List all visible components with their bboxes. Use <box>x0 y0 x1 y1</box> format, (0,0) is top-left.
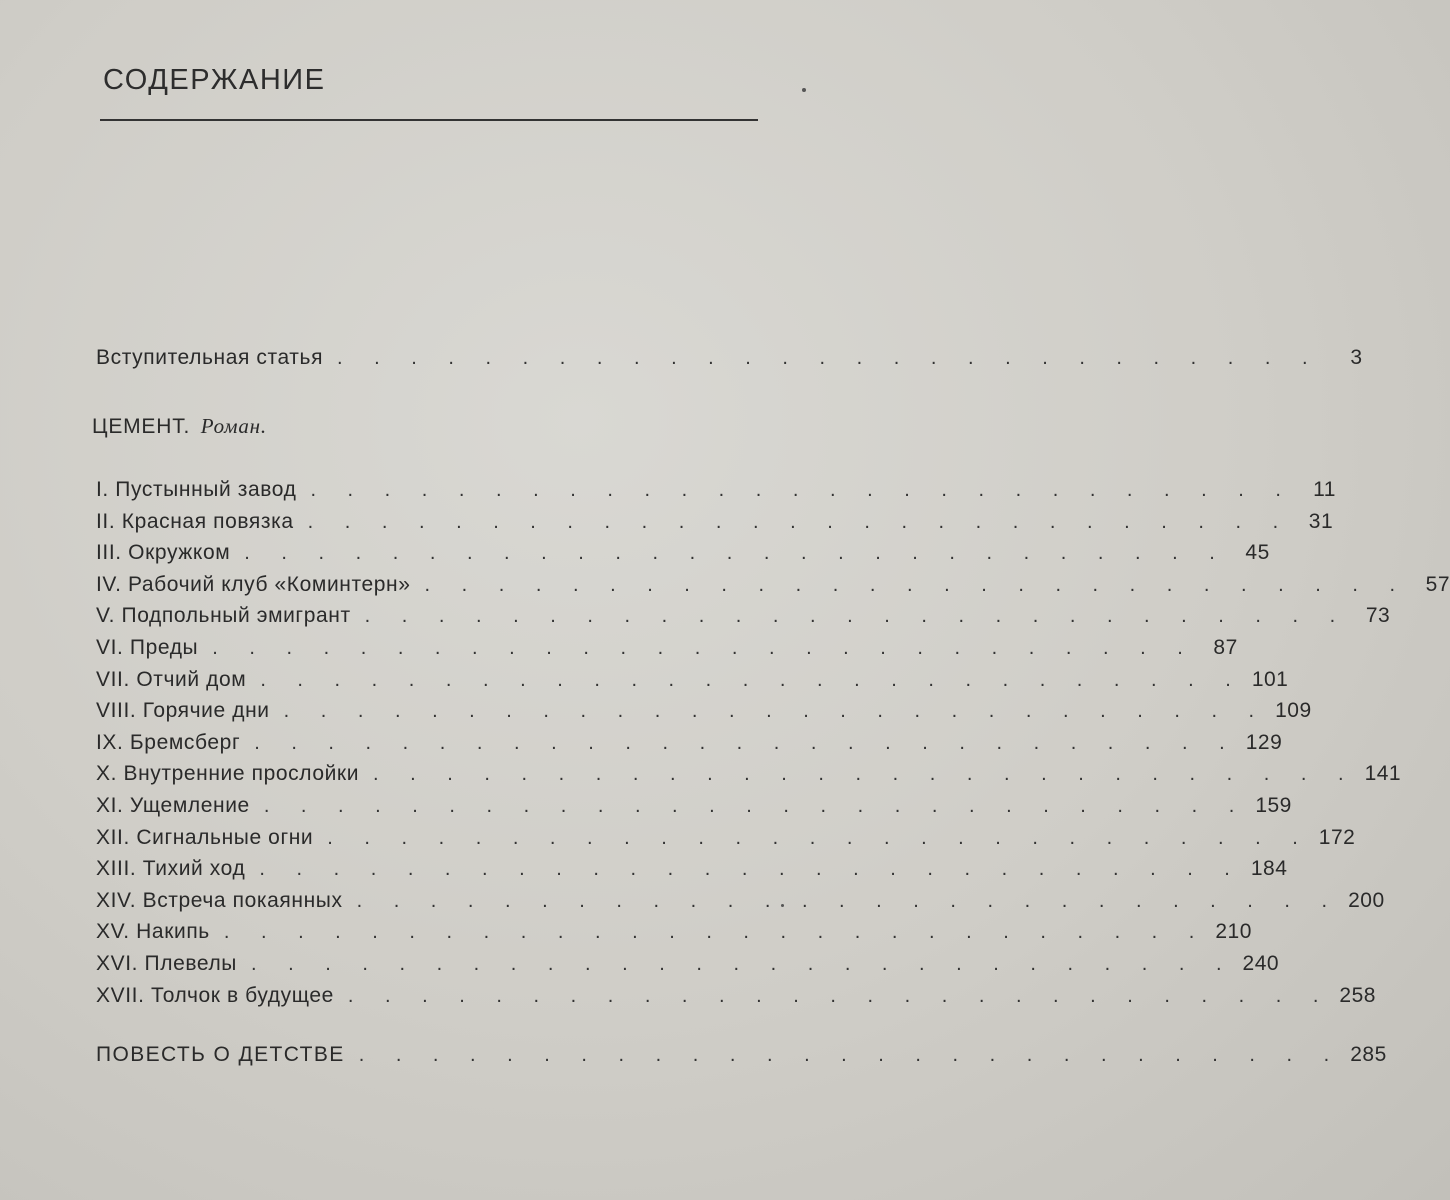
leader-dots: . . . . . . . . . . . . . . . . . . . . . . . . . . . <box>259 858 1243 881</box>
leader-dots: . . . . . . . . . . . . . . . . . . . . . . . . . . . <box>424 573 1409 596</box>
toc-entry-label: XV. Накипь <box>96 920 210 944</box>
page-title: СОДЕРЖАНИЕ <box>103 64 326 96</box>
leader-dots: . . . . . . . . . . . . . . . . . . . . . . . . . . . <box>356 889 1341 912</box>
toc-entry-chapter <box>96 983 1376 1014</box>
leader-dots: . . . . . . . . . . . . . . . . . . . . . . . . . . . <box>364 605 1349 628</box>
toc-entry-page: 101 <box>1251 667 1289 691</box>
leader-dots: . . . . . . . . . . . . . . . . . . . . . . . . . . . <box>260 668 1244 691</box>
toc-entry-label: Вступительная статья <box>96 346 324 369</box>
toc-entry-chapter <box>96 667 1289 698</box>
toc-entry-page: 184 <box>1250 857 1288 881</box>
section-heading <box>92 414 267 439</box>
leader-dots: . . . . . . . . . . . . . . . . . . . . . . . . . . . <box>347 984 1332 1007</box>
toc-entry-chapter <box>96 825 1356 856</box>
toc-entry-chapter <box>96 604 1391 634</box>
leader-dots: . . . . . . . . . . . . . . . . . . . . . . . . . . . <box>244 542 1228 565</box>
toc-entry-page: 285 <box>1350 1043 1387 1066</box>
toc-entry-chapter <box>96 541 1270 571</box>
leader-dots: . . . . . . . . . . . . . . . . . . . . . . . . . . . <box>263 795 1248 817</box>
toc-entry-chapter <box>96 794 1292 824</box>
leader-dots: . . . . . . . . . . . . . . . . . . . . . . . . . . . <box>283 700 1268 723</box>
toc-entry-label: XIV. Встреча покаянных <box>96 888 343 912</box>
toc-entry-chapter <box>96 478 1336 508</box>
leader-dots: . . . . . . . . . . . . . . . . . . . . . . . . . . . <box>307 510 1292 533</box>
toc-entry-label: II. Красная повязка <box>96 509 294 533</box>
toc-entry-page: 11 <box>1313 478 1336 501</box>
toc-entry-page: 73 <box>1365 604 1391 628</box>
toc-entry-outro <box>96 1043 1387 1073</box>
section-genre: Роман. <box>200 414 267 438</box>
toc-entry-label: VIII. Горячие дни <box>96 699 270 723</box>
leader-dots: . . . . . . . . . . . . . . . . . . . . . . . . . . . <box>358 1044 1343 1066</box>
toc-entry-page: 87 <box>1213 636 1238 659</box>
toc-entry-page: 240 <box>1242 952 1280 975</box>
toc-entry-label: X. Внутренние прослойки <box>96 762 360 786</box>
toc-entry-page: 129 <box>1245 730 1283 754</box>
toc-entry-label: VI. Преды <box>96 636 199 659</box>
leader-dots: . . . . . . . . . . . . . . . . . . . . . . . . . . . <box>223 921 1208 944</box>
toc-entry-page: 31 <box>1308 509 1334 533</box>
toc-entry-label: IV. Рабочий клуб «Коминтерн» <box>96 572 411 596</box>
toc-entry-page: 45 <box>1245 541 1270 565</box>
leader-dots: . . . . . . . . . . . . . . . . . . . . . . . . . . . <box>212 637 1196 659</box>
leader-dots: . . . . . . . . . . . . . . . . . . . . . . . . . . . <box>310 479 1294 501</box>
toc-entry-label: I. Пустынный завод <box>96 478 297 501</box>
toc-entry-label: VII. Отчий дом <box>96 667 247 691</box>
toc-entry-chapter <box>96 699 1312 729</box>
toc-entry-label: XVII. Толчок в будущее <box>96 983 334 1007</box>
paper-speck <box>802 88 806 92</box>
toc-entry-label: XVI. Плевелы <box>96 952 237 975</box>
leader-dots: . . . . . . . . . . . . . . . . . . . . . . . . . . . <box>254 731 1238 754</box>
toc-entry-page: 258 <box>1339 983 1376 1007</box>
leader-dots: . . . . . . . . . . . . . . . . . . . . . . . . . . . <box>327 826 1311 849</box>
toc-entry-chapter <box>96 730 1283 761</box>
toc-entry-page: 3 <box>1350 346 1363 369</box>
toc-entry-label: XI. Ущемление <box>96 794 250 817</box>
toc-entry-chapter <box>96 636 1238 666</box>
toc-entry-page: 109 <box>1275 699 1312 723</box>
leader-dots: . . . . . . . . . . . . . . . . . . . . . . . . . . . <box>373 763 1357 786</box>
toc-entry-chapter <box>96 888 1385 919</box>
toc-entry-chapter <box>96 572 1450 603</box>
toc-entry-label: V. Подпольный эмигрант <box>96 604 351 628</box>
toc-entry-chapter <box>96 509 1334 540</box>
toc-entry-label: XIII. Тихий ход <box>96 857 246 881</box>
title-underline <box>100 119 758 121</box>
toc-entry-chapter <box>96 952 1280 982</box>
toc-entry-label: ПОВЕСТЬ О ДЕТСТВЕ <box>96 1043 345 1066</box>
toc-entry-intro <box>96 346 1363 376</box>
toc-entry-page: 200 <box>1348 888 1385 912</box>
toc-entry-page: 172 <box>1318 825 1356 849</box>
toc-entry-chapter <box>96 857 1288 887</box>
toc-entry-label: III. Окружком <box>96 541 231 565</box>
toc-entry-chapter <box>96 762 1402 792</box>
toc-entry-label: XII. Сигнальные огни <box>96 825 314 849</box>
toc-entry-page: 141 <box>1364 762 1402 786</box>
toc-entry-label: IX. Бремсберг <box>96 730 241 754</box>
section-title: ЦЕМЕНТ. <box>92 415 191 438</box>
toc-entry-page: 210 <box>1215 920 1252 944</box>
leader-dots: . . . . . . . . . . . . . . . . . . . . . . . . . . . <box>337 347 1321 369</box>
toc-entry-chapter <box>96 920 1252 950</box>
leader-dots: . . . . . . . . . . . . . . . . . . . . . . . . . . . <box>251 953 1235 975</box>
toc-entry-page: 159 <box>1255 794 1292 817</box>
toc-entry-page: 57 <box>1425 572 1450 596</box>
